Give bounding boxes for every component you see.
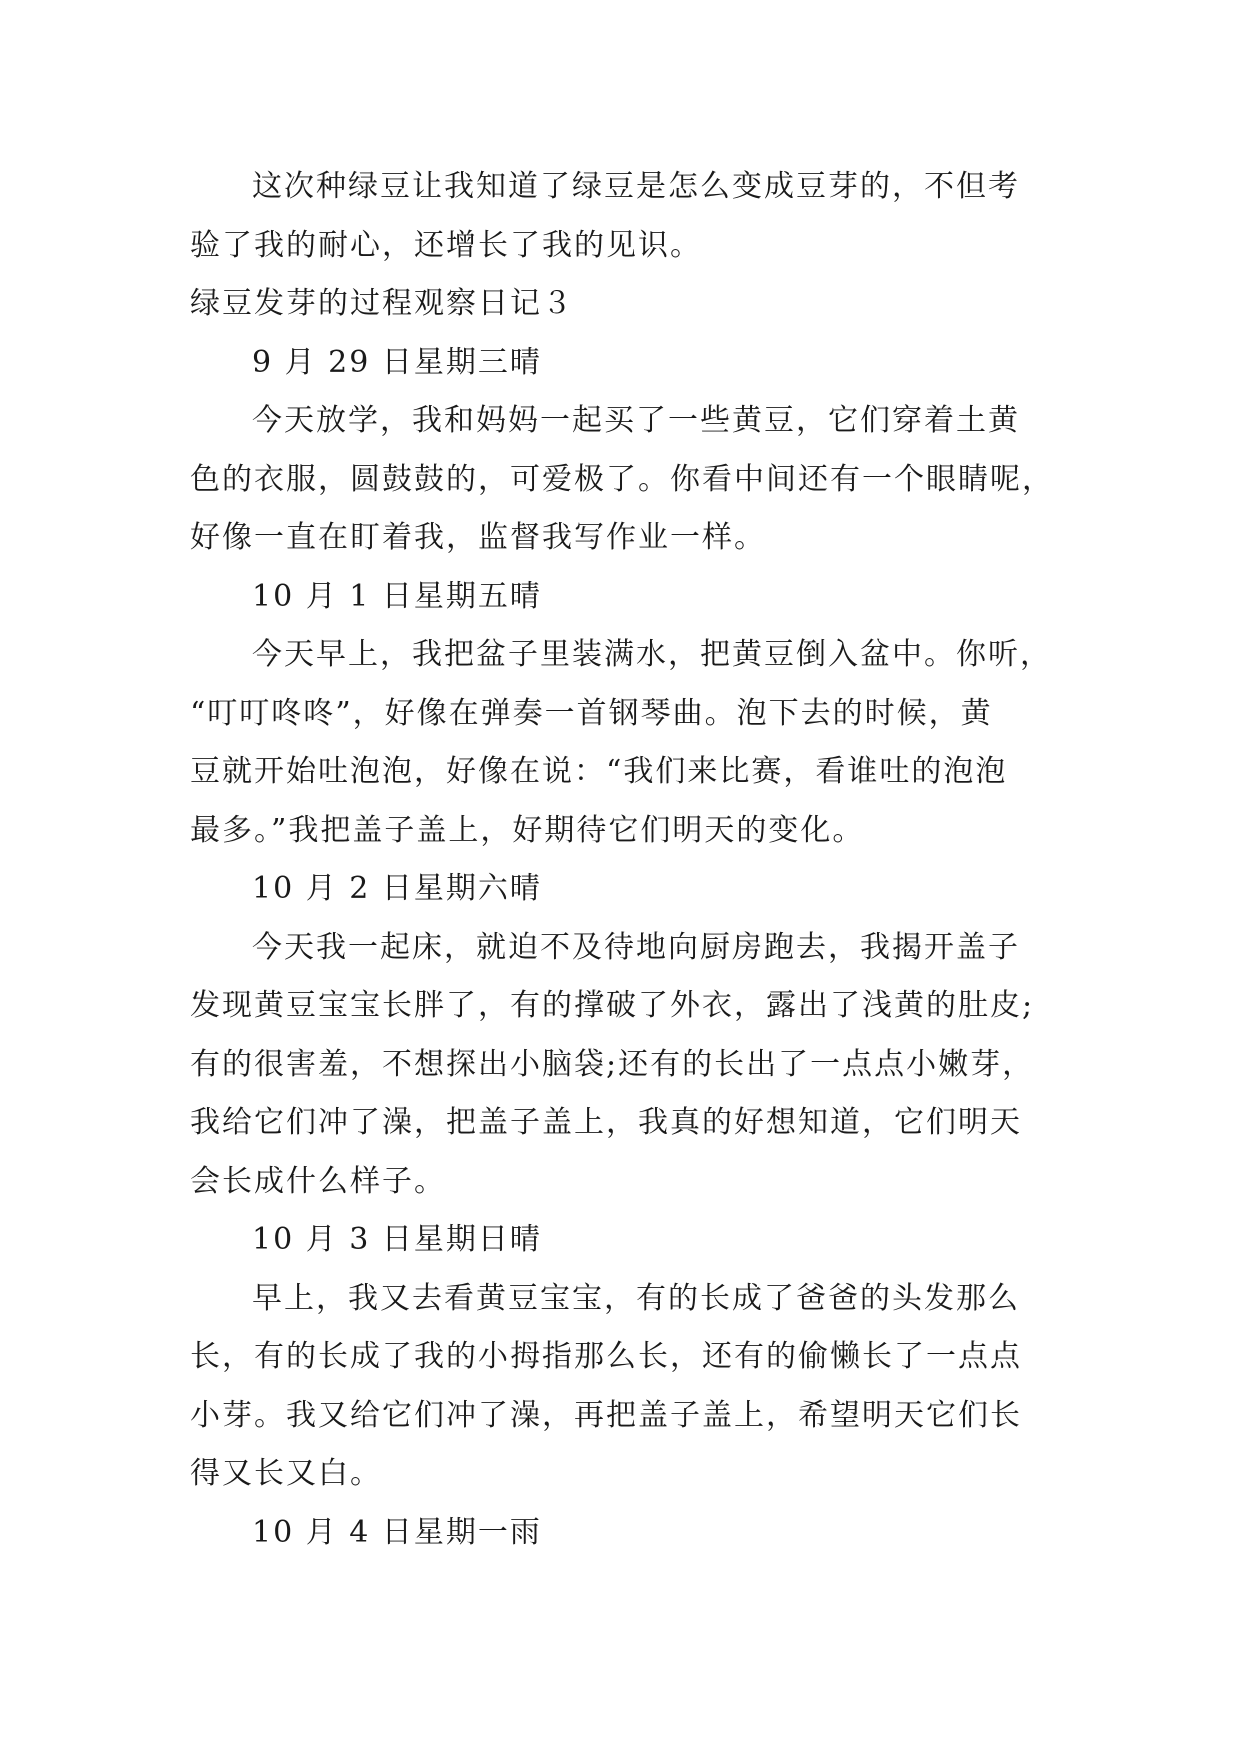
- text-line: 有的很害羞，不想探出小脑袋;还有的长出了一点点小嫩芽，: [190, 1046, 1035, 1082]
- document-page: [190, 158, 1055, 1562]
- text-line: 这次种绿豆让我知道了绿豆是怎么变成豆芽的，不但考: [252, 169, 1020, 204]
- diary-date: 10 月 1 日星期五晴: [252, 578, 542, 614]
- text-line: 今天我一起床，就迫不及待地向厨房跑去，我揭开盖子: [252, 929, 1020, 965]
- text-line: 得又长又白。: [190, 1456, 382, 1491]
- text-line: 我给它们冲了澡，把盖子盖上，我真的好想知道，它们明天: [190, 1105, 1022, 1140]
- text-line: 早上，我又去看黄豆宝宝，有的长成了爸爸的头发那么: [252, 1280, 1020, 1316]
- text-line: “叮叮咚咚”，好像在弹奏一首钢琴曲。泡下去的时候，黄: [190, 695, 993, 731]
- section-heading: 绿豆发芽的过程观察日记３: [190, 286, 574, 321]
- diary-date: 10 月 2 日星期六晴: [252, 871, 542, 906]
- text-line: 豆就开始吐泡泡，好像在说：“我们来比赛，看谁吐的泡泡: [190, 754, 1008, 789]
- text-line: 色的衣服，圆鼓鼓的，可爱极了。你看中间还有一个眼睛呢，: [190, 461, 1054, 497]
- diary-date: 10 月 3 日星期日晴: [252, 1222, 542, 1257]
- text-line: 最多。”我把盖子盖上，好期待它们明天的变化。: [190, 812, 865, 848]
- text-line: 今天放学，我和妈妈一起买了一些黄豆，它们穿着土黄: [252, 403, 1020, 438]
- text-line: 验了我的耐心，还增长了我的见识。: [190, 227, 702, 263]
- diary-date: 10 月 4 日星期一雨: [252, 1514, 542, 1550]
- text-line: 小芽。我又给它们冲了澡，再把盖子盖上，希望明天它们长: [190, 1397, 1022, 1433]
- diary-date: 9 月 29 日星期三晴: [252, 344, 542, 380]
- text-line: 会长成什么样子。: [190, 1163, 446, 1199]
- text-line: 发现黄豆宝宝长胖了，有的撑破了外衣，露出了浅黄的肚皮;: [190, 988, 1035, 1023]
- text-line: 好像一直在盯着我，监督我写作业一样。: [190, 520, 766, 555]
- text-line: 长，有的长成了我的小拇指那么长，还有的偷懒长了一点点: [190, 1339, 1022, 1374]
- text-line: 今天早上，我把盆子里装满水，把黄豆倒入盆中。你听，: [252, 637, 1052, 672]
